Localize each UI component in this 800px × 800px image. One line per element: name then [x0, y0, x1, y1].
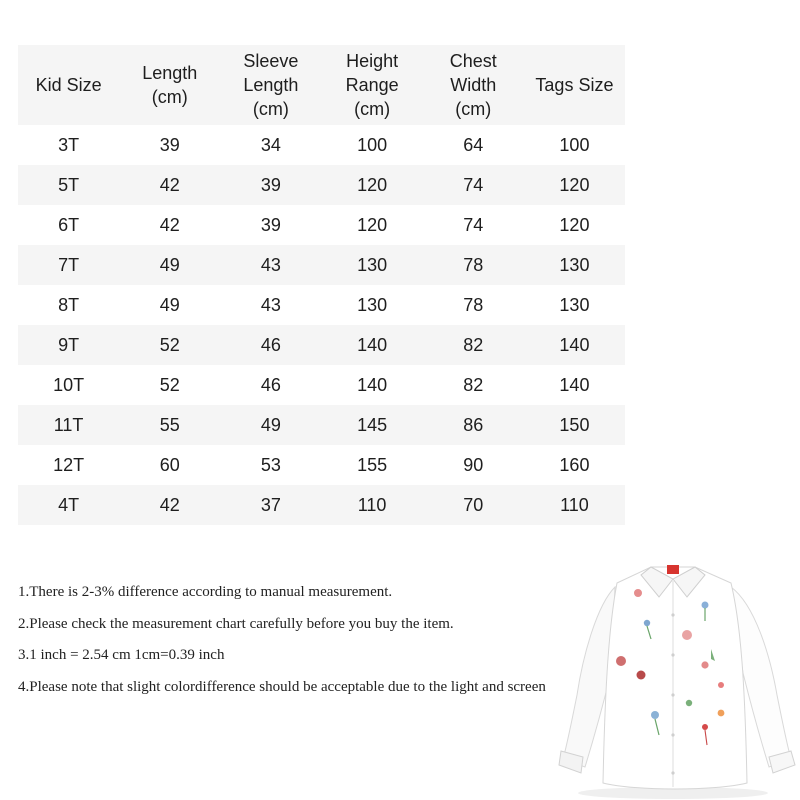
table-row	[18, 205, 625, 245]
cell-chest-width: 82	[463, 375, 484, 395]
cell-length: 52	[159, 335, 180, 355]
cell-tags-size: 130	[559, 295, 590, 315]
note-unit-conversion: 3.1 inch = 2.54 cm 1cm=0.39 inch	[18, 647, 225, 663]
cell-length: 49	[159, 295, 180, 315]
cell-length: 42	[159, 495, 180, 515]
table-row	[18, 485, 625, 525]
header-height-range: Height Range (cm)	[345, 51, 399, 119]
table-row	[18, 445, 625, 485]
cell-chest-width: 70	[463, 495, 484, 515]
cell-height-range: 140	[357, 335, 388, 355]
cell-height-range: 120	[357, 175, 388, 195]
measurement-notes	[18, 579, 638, 705]
cell-sleeve-length: 39	[260, 215, 281, 235]
cell-kid-size: 12T	[53, 455, 85, 475]
cell-tags-size: 100	[559, 135, 590, 155]
cell-length: 42	[159, 215, 180, 235]
cell-height-range: 120	[357, 215, 388, 235]
cell-length: 49	[159, 255, 180, 275]
cell-sleeve-length: 43	[260, 295, 281, 315]
cell-chest-width: 74	[463, 175, 484, 195]
header-length: Length (cm)	[142, 63, 198, 107]
cell-chest-width: 64	[463, 135, 484, 155]
cell-sleeve-length: 46	[260, 375, 281, 395]
cell-height-range: 110	[357, 495, 387, 515]
header-tags-size: Tags Size	[535, 75, 614, 95]
cell-sleeve-length: 34	[260, 135, 281, 155]
size-chart-table	[18, 45, 625, 525]
cell-tags-size: 150	[559, 415, 590, 435]
cell-length: 52	[159, 375, 180, 395]
cell-chest-width: 78	[463, 295, 484, 315]
note-measurement-difference: 1.There is 2-3% difference according to manual measurement.	[18, 584, 393, 600]
cell-sleeve-length: 46	[260, 335, 281, 355]
cell-height-range: 140	[357, 375, 388, 395]
cell-length: 42	[159, 175, 180, 195]
header-kid-size: Kid Size	[35, 75, 102, 95]
cell-sleeve-length: 43	[260, 255, 281, 275]
cell-tags-size: 140	[559, 335, 590, 355]
cell-kid-size: 9T	[58, 335, 80, 355]
cell-kid-size: 5T	[58, 175, 80, 195]
note-color-difference: 4.Please note that slight colordifference should be acceptable due to the light and screen	[18, 678, 546, 695]
cell-height-range: 145	[357, 415, 388, 435]
table-row	[18, 325, 625, 365]
cell-tags-size: 130	[559, 255, 590, 275]
table-header-row	[18, 45, 625, 125]
cell-kid-size: 6T	[58, 215, 80, 235]
cell-length: 60	[159, 455, 180, 475]
cell-height-range: 130	[357, 255, 388, 275]
cell-sleeve-length: 53	[260, 455, 281, 475]
header-sleeve-length: Sleeve Length (cm)	[243, 51, 299, 119]
cell-sleeve-length: 37	[260, 495, 281, 515]
cell-height-range: 155	[357, 455, 388, 475]
table-row	[18, 245, 625, 285]
table-row	[18, 125, 625, 165]
cell-height-range: 130	[357, 295, 388, 315]
cell-tags-size: 120	[559, 215, 590, 235]
cell-sleeve-length: 49	[260, 415, 281, 435]
cell-kid-size: 4T	[58, 495, 80, 515]
cell-chest-width: 78	[463, 255, 484, 275]
cell-height-range: 100	[357, 135, 388, 155]
cell-chest-width: 74	[463, 215, 484, 235]
cell-sleeve-length: 39	[260, 175, 281, 195]
cell-kid-size: 3T	[58, 135, 80, 155]
cell-length: 55	[159, 415, 180, 435]
cell-kid-size: 8T	[58, 295, 80, 315]
cell-tags-size: 110	[560, 495, 589, 515]
cell-tags-size: 140	[559, 375, 590, 395]
cell-tags-size: 120	[559, 175, 590, 195]
header-chest-width: Chest Width (cm)	[449, 51, 497, 119]
cell-kid-size: 11T	[53, 415, 84, 435]
cell-chest-width: 82	[463, 335, 484, 355]
cell-kid-size: 7T	[58, 255, 80, 275]
note-check-chart: 2.Please check the measurement chart carefully before you buy the item.	[18, 615, 454, 632]
cell-tags-size: 160	[559, 455, 590, 475]
cell-length: 39	[159, 135, 180, 155]
cell-chest-width: 86	[463, 415, 484, 435]
cell-chest-width: 90	[463, 455, 484, 475]
table-row	[18, 285, 625, 325]
table-row	[18, 165, 625, 205]
table-row	[18, 405, 625, 445]
cell-kid-size: 10T	[53, 375, 85, 395]
table-row	[18, 365, 625, 405]
